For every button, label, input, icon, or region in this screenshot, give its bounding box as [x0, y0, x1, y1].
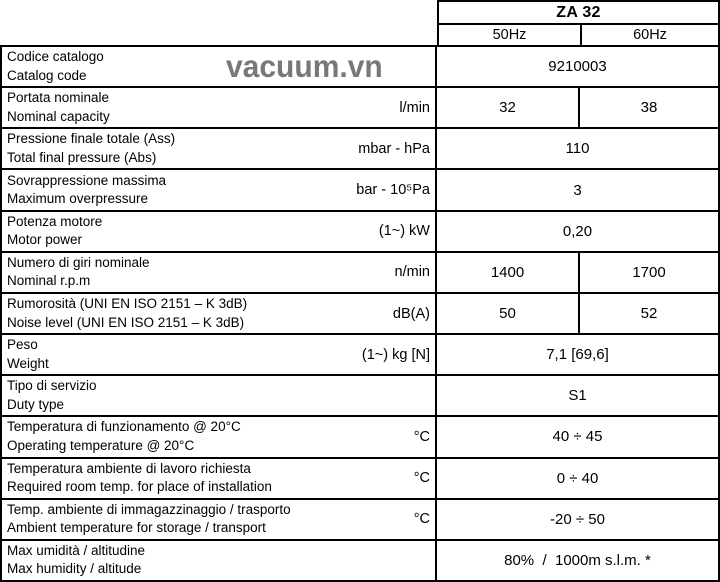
label-en: Nominal capacity	[7, 108, 110, 124]
spec-table	[0, 45, 720, 582]
value-50hz: 50	[499, 305, 516, 323]
value-cells	[437, 88, 718, 127]
value: 110	[565, 140, 590, 158]
label-it: Rumorosità (UNI EN ISO 2151 – K 3dB)	[7, 296, 248, 312]
value-cells	[437, 294, 718, 333]
unit-label: mbar - hPa	[358, 140, 430, 157]
row-labels	[7, 542, 145, 579]
label-it: Potenza motore	[7, 213, 103, 229]
label-cell	[2, 500, 437, 539]
spec-row-noise-level	[2, 294, 718, 335]
label-cell	[2, 376, 437, 415]
row-labels	[7, 418, 241, 455]
row-labels	[7, 501, 291, 538]
value-cells	[437, 459, 718, 498]
value: 0,20	[562, 222, 593, 240]
model-header-block	[437, 0, 720, 45]
label-cell	[2, 88, 437, 127]
value-cells	[437, 129, 718, 168]
row-labels	[7, 89, 110, 126]
label-cell	[2, 129, 437, 168]
value-cells	[437, 376, 718, 415]
spec-row-required-room-temperature	[2, 459, 718, 500]
label-it: Portata nominale	[7, 90, 110, 106]
label-en: Operating temperature @ 20°C	[7, 437, 195, 453]
unit-label: l/min	[399, 99, 430, 116]
label-en: Max humidity / altitude	[7, 561, 142, 577]
label-cell	[2, 253, 437, 292]
row-labels	[7, 460, 272, 497]
value: 7,1 [69,6]	[546, 346, 609, 364]
label-it: Codice catalogo	[7, 49, 104, 65]
value: S1	[568, 387, 587, 405]
label-cell	[2, 294, 437, 333]
label-en: Motor power	[7, 232, 83, 248]
row-labels	[7, 130, 175, 167]
label-cell	[2, 417, 437, 456]
spec-row-weight	[2, 335, 718, 376]
label-en: Weight	[7, 355, 49, 371]
value-50hz: 1400	[490, 263, 525, 281]
spec-row-final-pressure	[2, 129, 718, 170]
label-it: Peso	[7, 337, 38, 353]
value-cells	[437, 253, 718, 292]
label-it: Max umidità / altitudine	[7, 542, 146, 558]
label-en: Ambient temperature for storage / transport	[7, 520, 266, 536]
label-en: Catalog code	[7, 67, 87, 83]
value: 80% / 1000m s.l.m. *	[504, 551, 651, 569]
label-cell	[2, 212, 437, 251]
label-en: Noise level (UNI EN ISO 2151 – K 3dB)	[7, 314, 245, 330]
row-labels	[7, 48, 104, 85]
label-en: Duty type	[7, 396, 65, 412]
label-cell	[2, 459, 437, 498]
value: 9210003	[548, 58, 607, 76]
value-cells	[437, 212, 718, 251]
label-en: Maximum overpressure	[7, 191, 149, 207]
value-cells	[437, 500, 718, 539]
spec-row-max-overpressure	[2, 170, 718, 211]
label-it: Numero di giri nominale	[7, 254, 150, 270]
value-60hz: 1700	[578, 253, 718, 292]
spec-row-max-humidity-altitude	[2, 541, 718, 580]
row-labels	[7, 254, 150, 291]
value: 3	[573, 181, 582, 199]
frequency-header-row	[437, 25, 720, 45]
value-cells	[437, 47, 718, 86]
row-labels	[7, 295, 247, 332]
spec-row-storage-temperature	[2, 500, 718, 541]
watermark: vacuum.vn	[226, 50, 383, 85]
value-cells	[437, 170, 718, 209]
label-en: Required room temp. for place of installation	[7, 479, 272, 495]
unit-label: °C	[413, 511, 430, 528]
label-it: Sovrappressione massima	[7, 172, 167, 188]
label-it: Temp. ambiente di immagazzinaggio / trasporto	[7, 501, 291, 517]
freq-column-60hz: 60Hz	[580, 25, 718, 45]
label-it: Tipo di servizio	[7, 378, 97, 394]
value-60hz: 52	[578, 294, 718, 333]
label-cell	[2, 170, 437, 209]
label-en: Total final pressure (Abs)	[7, 149, 157, 165]
label-cell	[2, 541, 437, 580]
row-labels	[7, 336, 49, 373]
spec-row-duty-type	[2, 376, 718, 417]
unit-label: °C	[413, 428, 430, 445]
unit-label: (1~) kW	[378, 223, 430, 240]
value: 0 ÷ 40	[556, 469, 599, 487]
label-cell	[2, 335, 437, 374]
value: 40 ÷ 45	[552, 428, 603, 446]
label-it: Pressione finale totale (Ass)	[7, 131, 176, 147]
value-cells	[437, 541, 718, 580]
spec-row-operating-temperature	[2, 417, 718, 458]
row-labels	[7, 213, 102, 250]
value-cells	[437, 335, 718, 374]
unit-label: n/min	[394, 264, 430, 281]
label-en: Nominal r.p.m	[7, 273, 91, 289]
unit-label: bar - 10⁵Pa	[356, 182, 430, 199]
spec-row-motor-power	[2, 212, 718, 253]
value-cells	[437, 417, 718, 456]
freq-column-50hz: 50Hz	[492, 27, 527, 43]
spec-row-nominal-rpm	[2, 253, 718, 294]
label-it: Temperatura di funzionamento @ 20°C	[7, 419, 241, 435]
unit-label: dB(A)	[392, 305, 430, 322]
unit-label: °C	[413, 470, 430, 487]
row-labels	[7, 172, 166, 209]
unit-label: (1~) kg [N]	[361, 346, 430, 363]
model-name: ZA 32	[437, 0, 720, 25]
row-labels	[7, 377, 97, 414]
value: -20 ÷ 50	[550, 510, 605, 528]
spec-row-nominal-capacity	[2, 88, 718, 129]
value-60hz: 38	[578, 88, 718, 127]
label-it: Temperatura ambiente di lavoro richiesta	[7, 460, 251, 476]
value-50hz: 32	[499, 99, 516, 117]
